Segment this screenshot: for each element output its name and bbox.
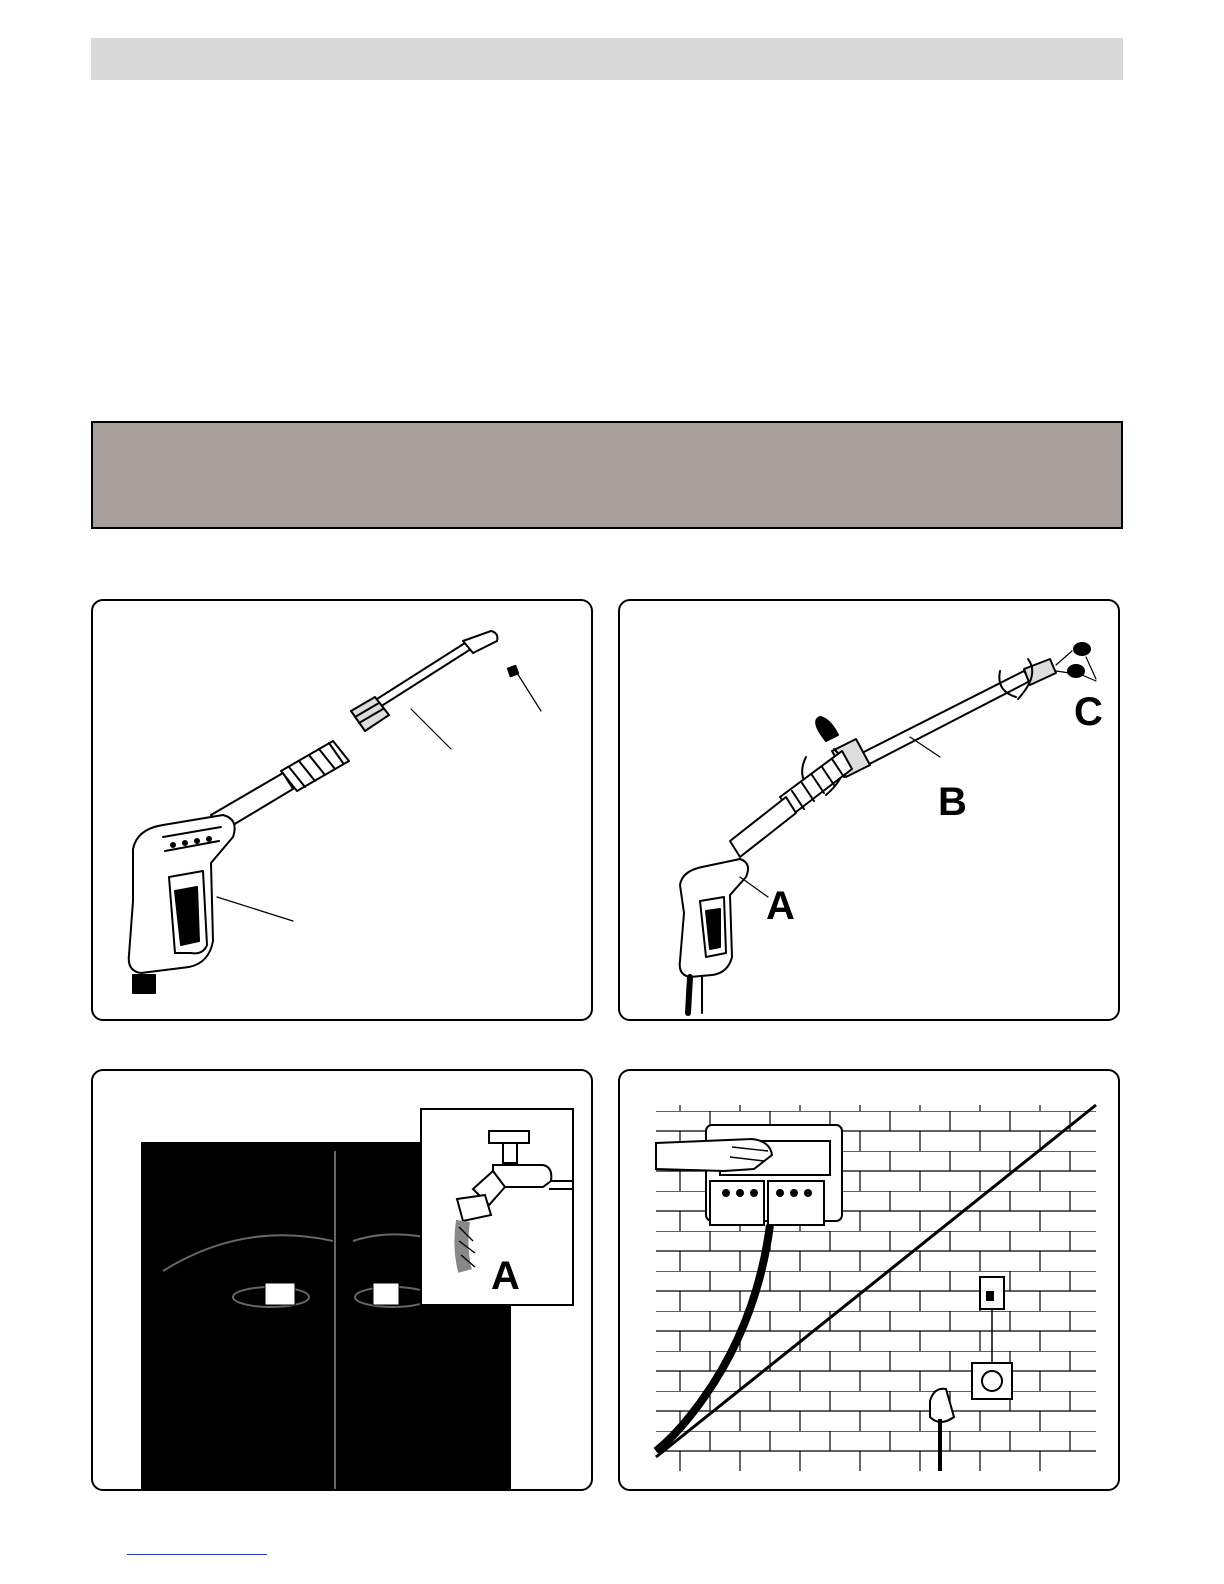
lance-assembly-illustration xyxy=(620,601,1118,1019)
spray-gun-parts-illustration xyxy=(93,601,591,1019)
water-connection-illustration xyxy=(93,1071,591,1489)
electrical-connection-illustration xyxy=(620,1071,1118,1489)
inset-label-a: A xyxy=(491,1254,520,1298)
figure-spray-gun-parts xyxy=(91,599,593,1021)
footer-link-underline[interactable] xyxy=(127,1554,267,1555)
header-bar xyxy=(91,38,1123,80)
label-a: A xyxy=(766,884,795,928)
label-c: C xyxy=(1074,690,1103,734)
figure-water-connection xyxy=(91,1069,593,1491)
label-b: B xyxy=(938,780,967,824)
section-heading-box xyxy=(91,421,1123,529)
figure-lance-assembly xyxy=(618,599,1120,1021)
figure-electrical-connection xyxy=(618,1069,1120,1491)
